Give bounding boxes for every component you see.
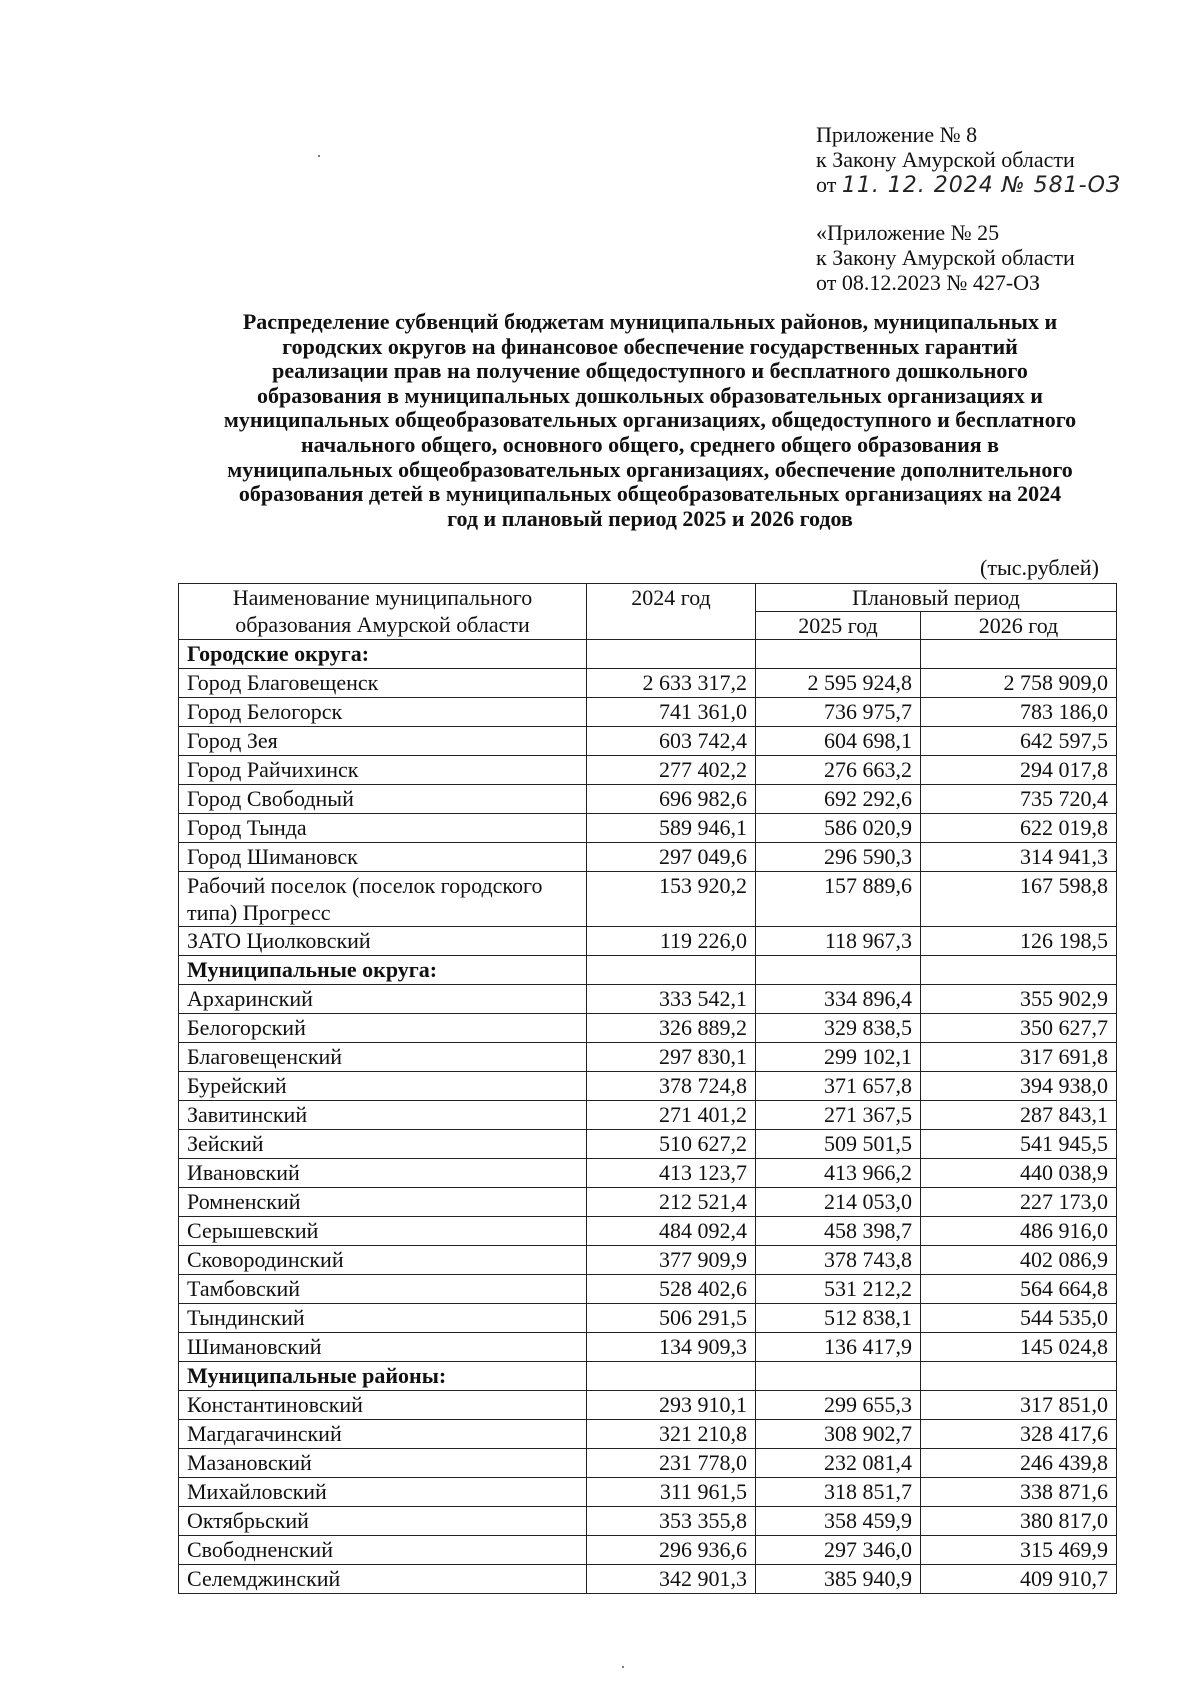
municipality-name: ЗАТО Циолковский — [179, 927, 587, 956]
cell-2025: 308 902,7 — [756, 1420, 921, 1449]
appendix-8-header — [816, 122, 1121, 198]
cell-2024: 333 542,1 — [587, 985, 756, 1014]
cell-2026 — [921, 956, 1117, 985]
municipality-name: Бурейский — [179, 1072, 587, 1101]
table-row — [179, 1130, 1117, 1159]
municipality-name: Ромненский — [179, 1188, 587, 1217]
cell-2025: 299 102,1 — [756, 1043, 921, 1072]
cell-2024: 528 402,6 — [587, 1275, 756, 1304]
title-line: образования детей в муниципальных общеобразовательных организациях на 2024 — [238, 481, 1062, 507]
table-row — [179, 1014, 1117, 1043]
cell-2025: 297 346,0 — [756, 1536, 921, 1565]
cell-2026: 317 691,8 — [921, 1043, 1117, 1072]
table-row — [179, 1391, 1117, 1420]
cell-2024: 297 049,6 — [587, 843, 756, 872]
appendix-25-date: от 08.12.2023 № 427-ОЗ — [816, 270, 1041, 295]
cell-2024: 134 909,3 — [587, 1333, 756, 1362]
cell-2026: 317 851,0 — [921, 1391, 1117, 1420]
cell-2026: 126 198,5 — [921, 927, 1117, 956]
cell-2025: 157 889,6 — [756, 872, 921, 927]
section-name: Муниципальные районы: — [179, 1362, 587, 1391]
title-line: начального общего, основного общего, среднего общего образования в — [300, 431, 1000, 457]
cell-2026: 338 871,6 — [921, 1478, 1117, 1507]
document-title — [170, 310, 1130, 531]
table-row — [179, 1478, 1117, 1507]
cell-2024: 413 123,7 — [587, 1159, 756, 1188]
cell-2024: 378 724,8 — [587, 1072, 756, 1101]
table-row — [179, 1536, 1117, 1565]
cell-2026: 394 938,0 — [921, 1072, 1117, 1101]
table-row — [179, 1217, 1117, 1246]
section-row — [179, 640, 1117, 669]
cell-2025: 232 081,4 — [756, 1449, 921, 1478]
cell-2024: 342 901,3 — [587, 1565, 756, 1594]
municipality-name: Константиновский — [179, 1391, 587, 1420]
municipality-name: Тындинский — [179, 1304, 587, 1333]
header-name: Наименование муниципального образования Амурской области — [179, 584, 587, 640]
table-row — [179, 756, 1117, 785]
cell-2024: 293 910,1 — [587, 1391, 756, 1420]
cell-2024: 153 920,2 — [587, 872, 756, 927]
cell-2026: 735 720,4 — [921, 785, 1117, 814]
subsidy-table — [178, 583, 1117, 1594]
table-row — [179, 1420, 1117, 1449]
cell-2024: 326 889,2 — [587, 1014, 756, 1043]
appendix-8-law: к Закону Амурской области — [816, 147, 1075, 172]
cell-2025: 509 501,5 — [756, 1130, 921, 1159]
cell-2025: 118 967,3 — [756, 927, 921, 956]
cell-2025: 604 698,1 — [756, 727, 921, 756]
title-line: год и плановый период 2025 и 2026 годов — [447, 505, 853, 531]
cell-2026: 294 017,8 — [921, 756, 1117, 785]
table-row — [179, 927, 1117, 956]
header-2025: 2025 год — [756, 612, 921, 640]
cell-2026: 409 910,7 — [921, 1565, 1117, 1594]
table-row — [179, 1101, 1117, 1130]
scan-speck — [318, 155, 320, 157]
cell-2024 — [587, 1362, 756, 1391]
cell-2026: 564 664,8 — [921, 1275, 1117, 1304]
municipality-name: Город Шимановск — [179, 843, 587, 872]
cell-2024: 297 830,1 — [587, 1043, 756, 1072]
cell-2026: 145 024,8 — [921, 1333, 1117, 1362]
cell-2024: 377 909,9 — [587, 1246, 756, 1275]
table-row — [179, 1246, 1117, 1275]
table-row — [179, 1072, 1117, 1101]
header-planned-period: Плановый период — [756, 584, 1117, 612]
municipality-name: Белогорский — [179, 1014, 587, 1043]
municipality-name: Серышевский — [179, 1217, 587, 1246]
municipality-name: Селемджинский — [179, 1565, 587, 1594]
municipality-name: Город Тында — [179, 814, 587, 843]
cell-2026: 402 086,9 — [921, 1246, 1117, 1275]
cell-2025: 736 975,7 — [756, 698, 921, 727]
cell-2025: 378 743,8 — [756, 1246, 921, 1275]
municipality-name: Октябрьский — [179, 1507, 587, 1536]
cell-2025: 271 367,5 — [756, 1101, 921, 1130]
municipality-name: Михайловский — [179, 1478, 587, 1507]
table-row — [179, 985, 1117, 1014]
cell-2025: 296 590,3 — [756, 843, 921, 872]
cell-2026: 328 417,6 — [921, 1420, 1117, 1449]
handwritten-date-number: 11. 12. 2024 № 581-ОЗ — [841, 173, 1121, 198]
cell-2026: 380 817,0 — [921, 1507, 1117, 1536]
cell-2024: 311 961,5 — [587, 1478, 756, 1507]
title-line: Распределение субвенций бюджетам муниципальных районов, муниципальных и — [242, 309, 1058, 334]
cell-2026: 2 758 909,0 — [921, 669, 1117, 698]
municipality-name: Завитинский — [179, 1101, 587, 1130]
municipality-name: Город Свободный — [179, 785, 587, 814]
appendix-8-title: Приложение № 8 — [816, 122, 978, 147]
cell-2024: 603 742,4 — [587, 727, 756, 756]
table-row — [179, 727, 1117, 756]
cell-2024: 271 401,2 — [587, 1101, 756, 1130]
cell-2024: 231 778,0 — [587, 1449, 756, 1478]
cell-2025: 276 663,2 — [756, 756, 921, 785]
cell-2025: 385 940,9 — [756, 1565, 921, 1594]
table-row — [179, 843, 1117, 872]
table-row — [179, 698, 1117, 727]
cell-2024: 506 291,5 — [587, 1304, 756, 1333]
cell-2024: 212 521,4 — [587, 1188, 756, 1217]
scan-speck — [622, 1666, 624, 1668]
municipality-name: Город Райчихинск — [179, 756, 587, 785]
table-body — [179, 640, 1117, 1594]
cell-2025: 329 838,5 — [756, 1014, 921, 1043]
title-line: образования в муниципальных дошкольных образовательных организациях и — [257, 382, 1043, 408]
table-row — [179, 1043, 1117, 1072]
cell-2025 — [756, 640, 921, 669]
municipality-name: Тамбовский — [179, 1275, 587, 1304]
cell-2024 — [587, 956, 756, 985]
cell-2025: 2 595 924,8 — [756, 669, 921, 698]
cell-2026: 642 597,5 — [921, 727, 1117, 756]
municipality-name: Мазановский — [179, 1449, 587, 1478]
cell-2026: 315 469,9 — [921, 1536, 1117, 1565]
cell-2026: 246 439,8 — [921, 1449, 1117, 1478]
table-row — [179, 814, 1117, 843]
header-2024: 2024 год — [587, 584, 756, 640]
table-row — [179, 1449, 1117, 1478]
cell-2025: 586 020,9 — [756, 814, 921, 843]
municipality-name: Сковородинский — [179, 1246, 587, 1275]
cell-2025: 136 417,9 — [756, 1333, 921, 1362]
municipality-name: Магдагачинский — [179, 1420, 587, 1449]
table-row — [179, 1304, 1117, 1333]
cell-2026 — [921, 1362, 1117, 1391]
cell-2026: 783 186,0 — [921, 698, 1117, 727]
cell-2024: 119 226,0 — [587, 927, 756, 956]
cell-2026: 355 902,9 — [921, 985, 1117, 1014]
units-label: (тыс.рублей) — [980, 555, 1099, 580]
table-row — [179, 1159, 1117, 1188]
title-line: городских округов на финансовое обеспечение государственных гарантий — [282, 333, 1018, 359]
cell-2025: 692 292,6 — [756, 785, 921, 814]
cell-2025: 512 838,1 — [756, 1304, 921, 1333]
municipality-name: Благовещенский — [179, 1043, 587, 1072]
cell-2024: 741 361,0 — [587, 698, 756, 727]
cell-2025: 371 657,8 — [756, 1072, 921, 1101]
appendix-8-date: от 11. 12. 2024 № 581-ОЗ — [816, 172, 1121, 198]
municipality-name: Шимановский — [179, 1333, 587, 1362]
cell-2024: 696 982,6 — [587, 785, 756, 814]
cell-2025: 531 212,2 — [756, 1275, 921, 1304]
cell-2024: 589 946,1 — [587, 814, 756, 843]
cell-2026: 544 535,0 — [921, 1304, 1117, 1333]
municipality-name: Город Благовещенск — [179, 669, 587, 698]
cell-2024 — [587, 640, 756, 669]
title-line: муниципальных общеобразовательных организациях, общедоступного и бесплатного — [223, 407, 1077, 433]
cell-2026: 227 173,0 — [921, 1188, 1117, 1217]
header-2026: 2026 год — [921, 612, 1117, 640]
cell-2024: 296 936,6 — [587, 1536, 756, 1565]
cell-2026: 167 598,8 — [921, 872, 1117, 927]
municipality-name: Архаринский — [179, 985, 587, 1014]
cell-2024: 2 633 317,2 — [587, 669, 756, 698]
cell-2025 — [756, 956, 921, 985]
municipality-name: Город Зея — [179, 727, 587, 756]
municipality-name: Ивановский — [179, 1159, 587, 1188]
cell-2026: 314 941,3 — [921, 843, 1117, 872]
cell-2025 — [756, 1362, 921, 1391]
table-row — [179, 1188, 1117, 1217]
appendix-25-header — [816, 220, 1075, 295]
title-line: реализации прав на получение общедоступного и бесплатного дошкольного — [272, 358, 1028, 384]
appendix-25-law: к Закону Амурской области — [816, 245, 1075, 270]
table-row — [179, 785, 1117, 814]
cell-2024: 484 092,4 — [587, 1217, 756, 1246]
municipality-name: Свободненский — [179, 1536, 587, 1565]
cell-2024: 353 355,8 — [587, 1507, 756, 1536]
cell-2026: 541 945,5 — [921, 1130, 1117, 1159]
cell-2024: 277 402,2 — [587, 756, 756, 785]
cell-2025: 413 966,2 — [756, 1159, 921, 1188]
cell-2026: 287 843,1 — [921, 1101, 1117, 1130]
appendix-25-title: «Приложение № 25 — [816, 220, 1000, 245]
title-line: муниципальных общеобразовательных организациях, обеспечение дополнительного — [227, 456, 1073, 482]
municipality-name: Рабочий поселок (поселок городского типа) Прогресс — [179, 872, 587, 927]
cell-2025: 299 655,3 — [756, 1391, 921, 1420]
section-name: Муниципальные округа: — [179, 956, 587, 985]
cell-2026: 622 019,8 — [921, 814, 1117, 843]
table-row — [179, 669, 1117, 698]
cell-2025: 458 398,7 — [756, 1217, 921, 1246]
cell-2024: 321 210,8 — [587, 1420, 756, 1449]
table-row — [179, 1565, 1117, 1594]
table-row — [179, 1333, 1117, 1362]
section-row — [179, 1362, 1117, 1391]
municipality-name: Город Белогорск — [179, 698, 587, 727]
table-row — [179, 1275, 1117, 1304]
cell-2026 — [921, 640, 1117, 669]
section-name: Городские округа: — [179, 640, 587, 669]
cell-2026: 350 627,7 — [921, 1014, 1117, 1043]
cell-2025: 358 459,9 — [756, 1507, 921, 1536]
cell-2026: 440 038,9 — [921, 1159, 1117, 1188]
table-row — [179, 872, 1117, 927]
municipality-name: Зейский — [179, 1130, 587, 1159]
table-row — [179, 1507, 1117, 1536]
cell-2025: 334 896,4 — [756, 985, 921, 1014]
cell-2024: 510 627,2 — [587, 1130, 756, 1159]
cell-2026: 486 916,0 — [921, 1217, 1117, 1246]
section-row — [179, 956, 1117, 985]
cell-2025: 318 851,7 — [756, 1478, 921, 1507]
cell-2025: 214 053,0 — [756, 1188, 921, 1217]
